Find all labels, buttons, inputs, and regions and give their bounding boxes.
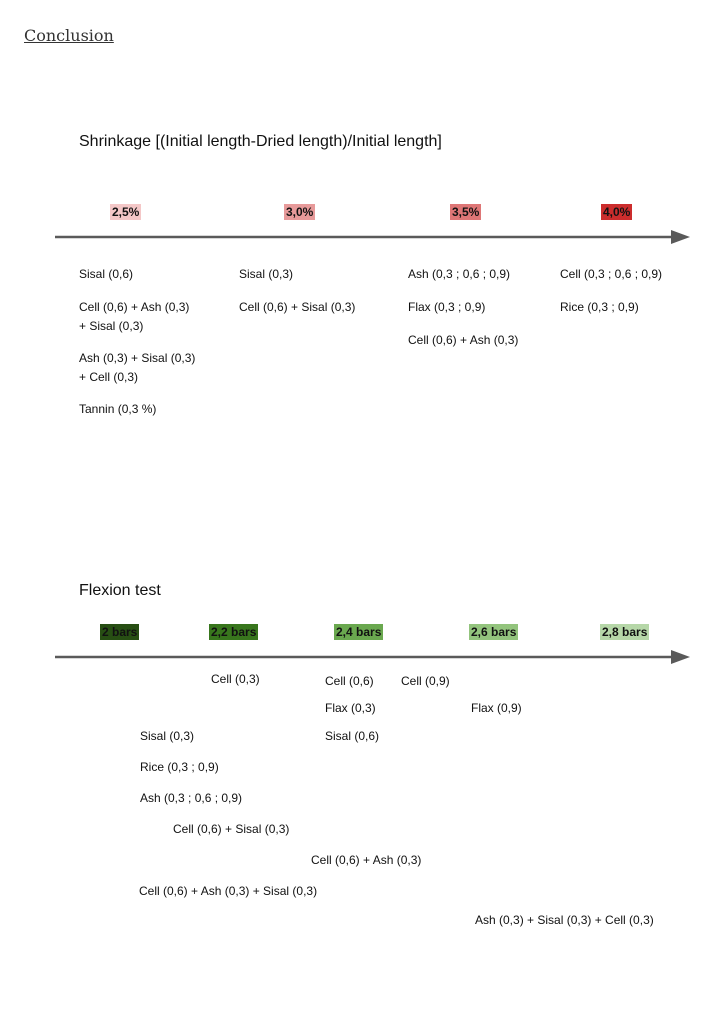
flexion-item: Cell (0,6) + Sisal (0,3): [173, 822, 290, 836]
shrinkage-title: Shrinkage [(Initial length-Dried length)/Initial length]: [79, 133, 442, 150]
shrinkage-level-tag: 3,5%: [452, 205, 480, 219]
flexion-level-tag: 2,4 bars: [336, 625, 382, 639]
shrinkage-item: Cell (0,6) + Ash (0,3): [408, 333, 519, 347]
shrinkage-item: Ash (0,3 ; 0,6 ; 0,9): [408, 267, 511, 281]
flexion-item: Ash (0,3 ; 0,6 ; 0,9): [140, 791, 243, 805]
shrinkage-item: Sisal (0,6): [79, 267, 134, 281]
flexion-item: Cell (0,3): [211, 672, 260, 686]
shrinkage-item: Cell (0,3 ; 0,6 ; 0,9): [560, 267, 663, 281]
shrinkage-item: Rice (0,3 ; 0,9): [560, 300, 639, 314]
flexion-item: Flax (0,3): [325, 701, 376, 715]
flexion-item: Cell (0,6) + Ash (0,3) + Sisal (0,3): [139, 884, 318, 898]
shrinkage-item: Tannin (0,3 %): [79, 402, 157, 416]
shrinkage-item: Ash (0,3) + Sisal (0,3) + Cell (0,3): [79, 351, 196, 384]
flexion-item: Sisal (0,6): [325, 729, 380, 743]
flexion-item: Cell (0,9): [401, 674, 450, 688]
shrinkage-level-tag: 2,5%: [112, 205, 140, 219]
flexion-item: Cell (0,6) + Ash (0,3): [311, 853, 422, 867]
flexion-level-tag: 2,2 bars: [211, 625, 257, 639]
flexion-title: Flexion test: [79, 582, 161, 599]
shrinkage-item: Sisal (0,3): [239, 267, 294, 281]
page-heading: Conclusion: [24, 26, 114, 45]
shrinkage-item: Cell (0,6) + Sisal (0,3): [239, 300, 356, 314]
shrinkage-item: Cell (0,6) + Ash (0,3) + Sisal (0,3): [79, 300, 190, 333]
shrinkage-axis-arrow: [55, 230, 690, 244]
flexion-item: Flax (0,9): [471, 701, 522, 715]
flexion-item: Cell (0,6): [325, 674, 374, 688]
flexion-item: Rice (0,3 ; 0,9): [140, 760, 219, 774]
shrinkage-level-tag: 3,0%: [286, 205, 314, 219]
shrinkage-item: Flax (0,3 ; 0,9): [408, 300, 486, 314]
flexion-level-tag: 2,6 bars: [471, 625, 517, 639]
flexion-item: Sisal (0,3): [140, 729, 195, 743]
shrinkage-level-tag: 4,0%: [603, 205, 631, 219]
flexion-item: Ash (0,3) + Sisal (0,3) + Cell (0,3): [475, 913, 654, 927]
flexion-axis-arrow: [55, 650, 690, 664]
flexion-level-tag: 2 bars: [102, 625, 138, 639]
flexion-level-tag: 2,8 bars: [602, 625, 648, 639]
